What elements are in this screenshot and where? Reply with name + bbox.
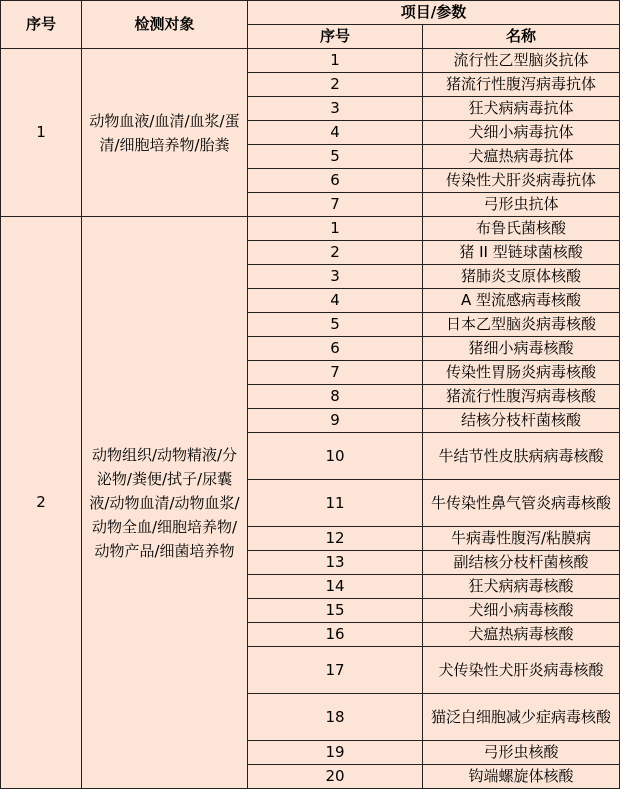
item-name: 猫泛白细胞减少症病毒核酸 [423, 694, 620, 741]
item-name: 猪细小病毒核酸 [423, 337, 620, 361]
header-sub-seq: 序号 [248, 25, 423, 49]
item-seq: 20 [248, 765, 423, 789]
item-name: 狂犬病病毒抗体 [423, 97, 620, 121]
table-row [1, 49, 620, 73]
table-row [1, 217, 620, 241]
item-seq: 12 [248, 527, 423, 551]
item-name: 牛结节性皮肤病病毒核酸 [423, 433, 620, 480]
item-name: 钩端螺旋体核酸 [423, 765, 620, 789]
item-name: 犬传染性犬肝炎病毒核酸 [423, 647, 620, 694]
item-seq: 16 [248, 623, 423, 647]
item-name: 日本乙型脑炎病毒核酸 [423, 313, 620, 337]
item-seq: 4 [248, 121, 423, 145]
item-seq: 10 [248, 433, 423, 480]
item-name: 犬瘟热病毒核酸 [423, 623, 620, 647]
item-name: 牛病毒性腹泻/粘膜病 [423, 527, 620, 551]
item-seq: 3 [248, 97, 423, 121]
item-seq: 7 [248, 361, 423, 385]
item-name: 猪流行性腹泻病毒核酸 [423, 385, 620, 409]
item-seq: 5 [248, 313, 423, 337]
item-seq: 13 [248, 551, 423, 575]
header-name: 名称 [423, 25, 620, 49]
header-object: 检测对象 [82, 1, 248, 49]
item-name: 猪肺炎支原体核酸 [423, 265, 620, 289]
item-name: 传染性犬肝炎病毒抗体 [423, 169, 620, 193]
group-object: 动物组织/动物精液/分泌物/粪便/拭子/尿囊液/动物血清/动物血浆/动物全血/细胞培养物/动物产品/细菌培养物 [82, 217, 248, 789]
item-name: 弓形虫核酸 [423, 741, 620, 765]
item-name: 弓形虫抗体 [423, 193, 620, 217]
item-name: 流行性乙型脑炎抗体 [423, 49, 620, 73]
item-name: 猪流行性腹泻病毒抗体 [423, 73, 620, 97]
item-name: 传染性胃肠炎病毒核酸 [423, 361, 620, 385]
group-object: 动物血液/血清/血浆/蛋清/细胞培养物/胎粪 [82, 49, 248, 217]
item-seq: 4 [248, 289, 423, 313]
item-name: 布鲁氏菌核酸 [423, 217, 620, 241]
item-seq: 8 [248, 385, 423, 409]
header-seq: 序号 [1, 1, 82, 49]
table-body [1, 1, 620, 789]
item-seq: 1 [248, 217, 423, 241]
item-seq: 17 [248, 647, 423, 694]
item-seq: 18 [248, 694, 423, 741]
item-name: 牛传染性鼻气管炎病毒核酸 [423, 480, 620, 527]
item-name: 猪 II 型链球菌核酸 [423, 241, 620, 265]
item-seq: 2 [248, 241, 423, 265]
header-items: 项目/参数 [248, 1, 620, 25]
item-name: 犬细小病毒抗体 [423, 121, 620, 145]
item-seq: 19 [248, 741, 423, 765]
item-seq: 1 [248, 49, 423, 73]
item-name: 犬瘟热病毒抗体 [423, 145, 620, 169]
header-row [1, 1, 620, 25]
item-seq: 11 [248, 480, 423, 527]
group-seq: 2 [1, 217, 82, 789]
group-seq: 1 [1, 49, 82, 217]
item-seq: 14 [248, 575, 423, 599]
item-seq: 6 [248, 337, 423, 361]
item-seq: 6 [248, 169, 423, 193]
item-name: 副结核分枝杆菌核酸 [423, 551, 620, 575]
item-seq: 7 [248, 193, 423, 217]
item-seq: 15 [248, 599, 423, 623]
item-name: 结核分枝杆菌核酸 [423, 409, 620, 433]
item-seq: 3 [248, 265, 423, 289]
item-name: 狂犬病病毒核酸 [423, 575, 620, 599]
item-seq: 2 [248, 73, 423, 97]
item-name: 犬细小病毒核酸 [423, 599, 620, 623]
item-name: A 型流感病毒核酸 [423, 289, 620, 313]
item-seq: 9 [248, 409, 423, 433]
item-seq: 5 [248, 145, 423, 169]
